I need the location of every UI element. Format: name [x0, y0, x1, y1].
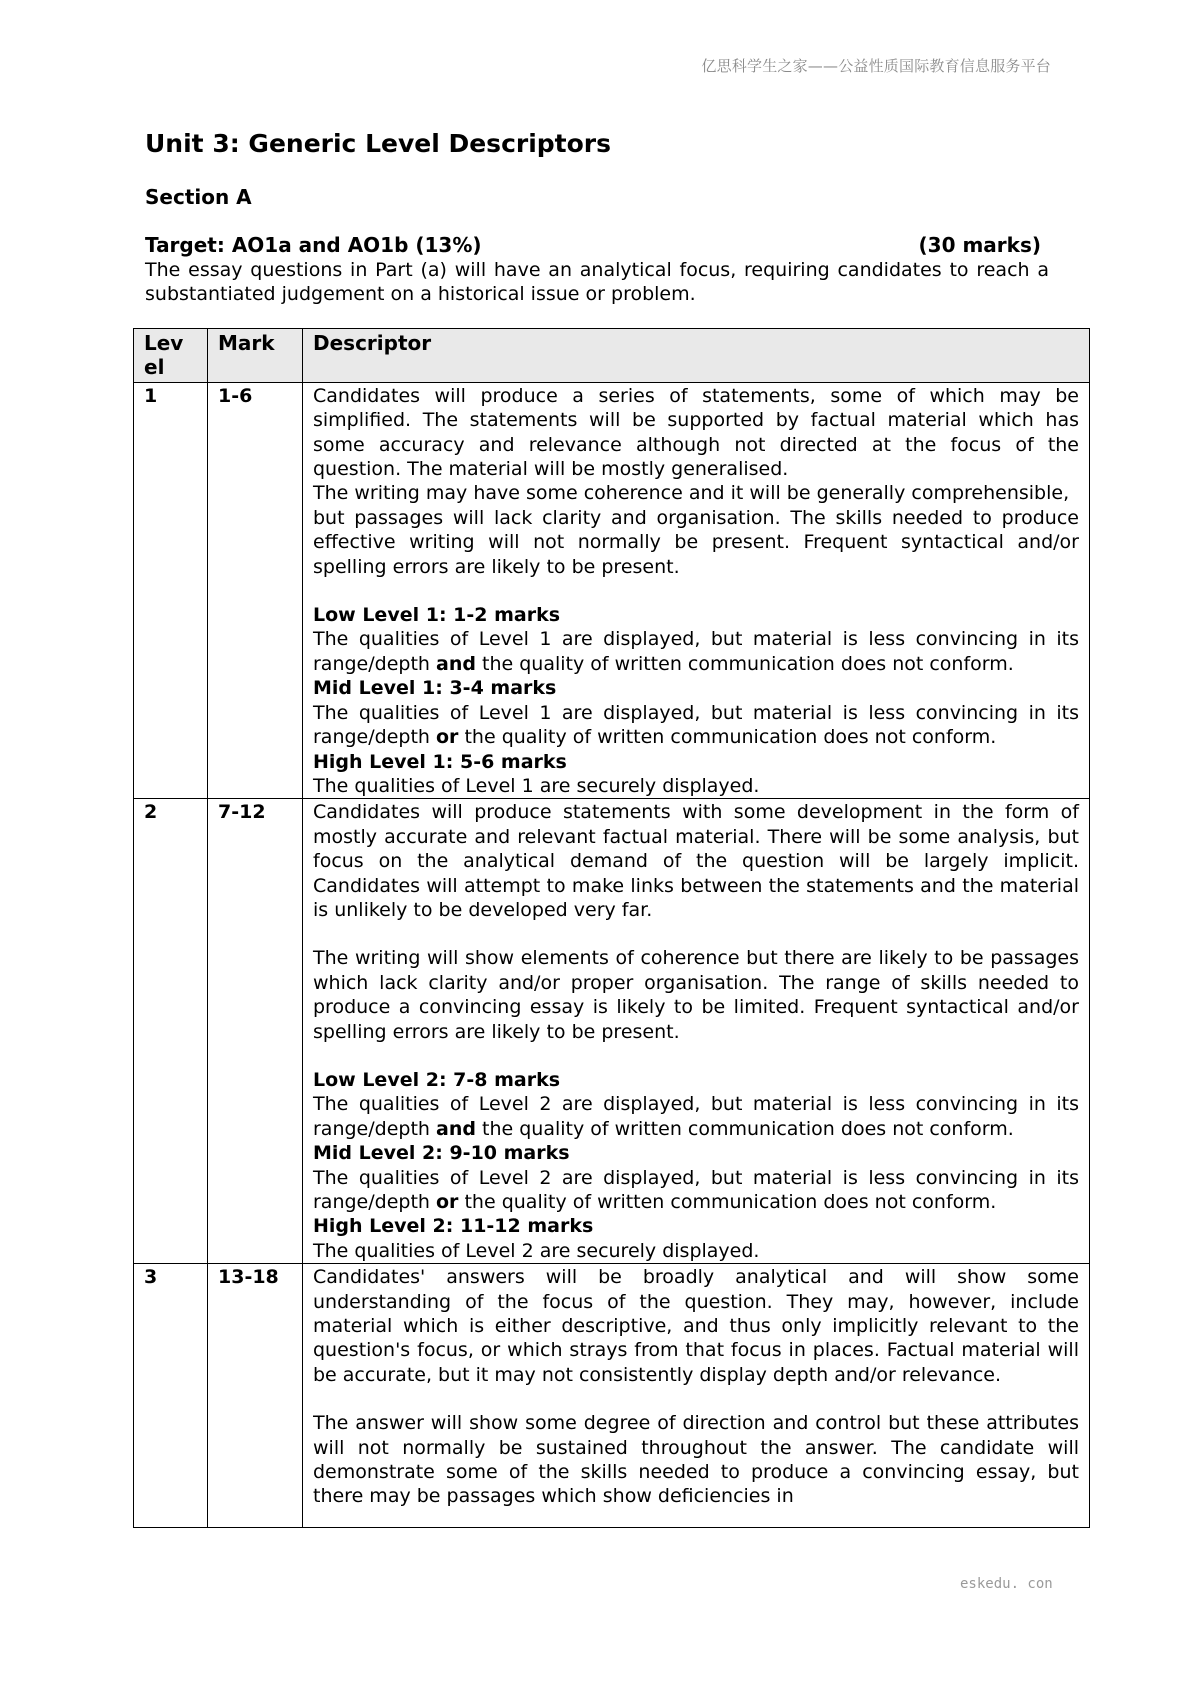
- band-text: The qualities of Level 2 are displayed, but material is less convincing in its range/depth and the quality of written communication does not conform.: [313, 1093, 1079, 1140]
- band-heading: Low Level 1: 1-2 marks: [313, 604, 561, 627]
- page-title: Unit 3: Generic Level Descriptors: [145, 129, 612, 158]
- document-body: [145, 128, 1049, 306]
- level-cell: 3: [134, 1264, 208, 1528]
- mark-cell: 13-18: [208, 1264, 303, 1528]
- level-cell: 1: [134, 382, 208, 799]
- level-cell: 2: [134, 799, 208, 1264]
- table-header-row: [134, 329, 1090, 383]
- descriptor-paragraph: The answer will show some degree of direction and control but these attributes will not normally be sustained throughout the answer. The candidate will demonstrate some of the skills needed to produce a convincing essay, but there may be passages which show deficiencies in: [313, 1412, 1079, 1508]
- band-text: The qualities of Level 1 are securely displayed.: [313, 774, 760, 797]
- descriptor-cell: [303, 1264, 1090, 1528]
- descriptor-paragraph: Candidates will produce a series of statements, some of which may be simplified. The statements will be supported by factual material which has some accuracy and relevance although not directed at the focus of the question. The material will be mostly generalised.: [313, 384, 1079, 481]
- descriptor-paragraph: The writing will show elements of coherence but there are likely to be passages which lack clarity and/or proper organisation. The range of skills needed to produce a convincing essay is likely to be limited. Frequent syntactical and/or spelling errors are likely to be present.: [313, 947, 1079, 1043]
- band-heading: Mid Level 1: 3-4 marks: [313, 677, 557, 700]
- band-heading: Mid Level 2: 9-10 marks: [313, 1142, 570, 1165]
- table-row: [134, 382, 1090, 799]
- mark-cell: 1-6: [208, 382, 303, 799]
- band-text: The qualities of Level 1 are displayed, but material is less convincing in its range/depth or the quality of written communication does not conform.: [313, 701, 1079, 749]
- descriptor-cell: [303, 799, 1090, 1264]
- band-text: The qualities of Level 2 are securely displayed.: [313, 1239, 760, 1262]
- footer-watermark: eskedu. con: [960, 1576, 1053, 1592]
- intro-paragraph: The essay questions in Part (a) will have an analytical focus, requiring candidates to reach a substantiated judgement on a historical issue or problem.: [145, 259, 1049, 305]
- band-heading: Low Level 2: 7-8 marks: [313, 1068, 561, 1091]
- band-heading: High Level 2: 11-12 marks: [313, 1215, 594, 1238]
- header-descriptor: Descriptor: [303, 329, 1090, 383]
- table-row: [134, 799, 1090, 1264]
- band-heading: High Level 1: 5-6 marks: [313, 750, 567, 773]
- descriptor-paragraph: but passages will lack clarity and organisation. The skills needed to produce effective writing will not normally be present. Frequent syntactical and/or spelling errors are likely to be present.: [313, 506, 1079, 578]
- descriptor-paragraph: Candidates' answers will be broadly analytical and will show some understanding of the focus of the question. They may, however, include material which is either descriptive, and thus only implicitly relevant to the question's focus, or which strays from that focus in places. Factual material will be accurate, but it may not consistently display depth and/or relevance.: [313, 1266, 1079, 1386]
- band-text: The qualities of Level 2 are displayed, but material is less convincing in its range/depth or the quality of written communication does not conform.: [313, 1166, 1079, 1213]
- band-text: The qualities of Level 1 are displayed, but material is less convincing in its range/depth and the quality of written communication does not conform.: [313, 628, 1079, 675]
- descriptor-paragraph: The writing may have some coherence and it will be generally comprehensible,: [313, 482, 1070, 505]
- mark-cell: 7-12: [208, 799, 303, 1264]
- header-mark: Mark: [208, 329, 303, 383]
- descriptor-paragraph: Candidates will produce statements with some development in the form of mostly accurate and relevant factual material. There will be some analysis, but focus on the analytical demand of the question will be largely implicit. Candidates will attempt to make links between the statements and the material is unlikely to be developed very far.: [313, 801, 1079, 921]
- header-level: Lev el: [134, 329, 208, 383]
- descriptor-cell: [303, 382, 1090, 799]
- header-watermark: 亿思科学生之家——公益性质国际教育信息服务平台: [701, 57, 1051, 75]
- table-row: [134, 1264, 1090, 1528]
- target-row: [145, 232, 1041, 258]
- target-text: Target: AO1a and AO1b (13%): [145, 233, 482, 257]
- level-descriptor-table: [133, 328, 1090, 1528]
- section-label: Section A: [145, 185, 252, 209]
- marks-text: (30 marks): [918, 233, 1041, 257]
